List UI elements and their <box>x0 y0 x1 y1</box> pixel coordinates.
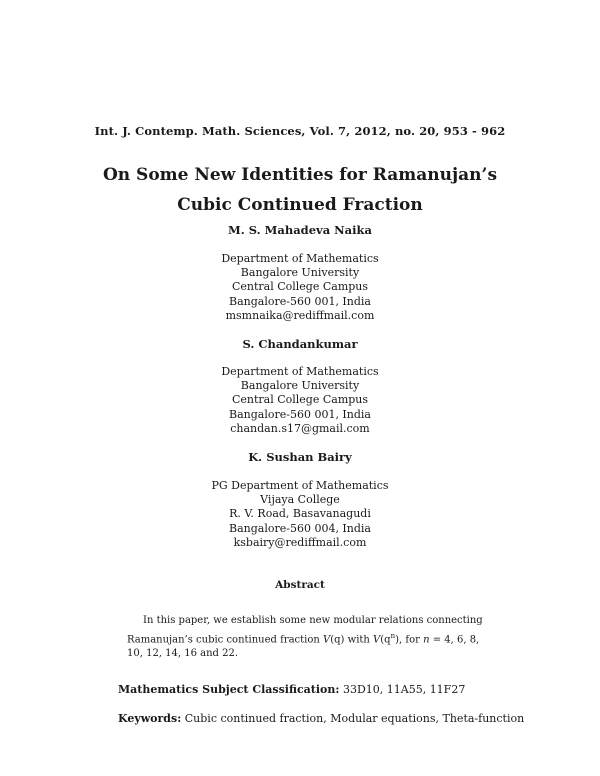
abstract-line: In this paper, we establish some new modular relations connecting <box>143 615 483 626</box>
affiliation-line: Bangalore-560 001, India <box>229 407 371 421</box>
keywords <box>118 712 524 725</box>
affiliation-line: PG Department of Mathematics <box>211 479 389 492</box>
journal-header: Int. J. Contemp. Math. Sciences, Vol. 7, 2012, no. 20, 953 - 962 <box>94 124 506 138</box>
author-name-1: M. S. Mahadeva Naika <box>228 223 372 237</box>
title-line-1: On Some New Identities for Ramanujan’s <box>102 165 498 185</box>
msc-value: 33D10, 11A55, 11F27 <box>339 683 466 696</box>
keywords-label: Keywords: <box>118 712 182 725</box>
author-email: ksbairy@rediffmail.com <box>233 535 367 549</box>
affiliation-line: R. V. Road, Basavanagudi <box>229 507 371 521</box>
affiliation-line: Vijaya College <box>260 493 340 507</box>
title-line-2: Cubic Continued Fraction <box>177 195 423 215</box>
affiliation-line: Department of Mathematics <box>221 252 379 265</box>
affiliation-line: Central College Campus <box>231 280 369 294</box>
affiliation-line: Bangalore-560 001, India <box>229 294 371 308</box>
msc-label: Mathematics Subject Classification: <box>118 683 340 696</box>
author-email: chandan.s17@gmail.com <box>230 421 370 435</box>
affiliation-line: Bangalore-560 004, India <box>229 521 371 535</box>
abstract-line: Ramanujan’s cubic continued fraction V(q) with $V(q^n)$, for n = 4, 6, 8, <box>127 631 480 645</box>
abstract-line: 10, 12, 14, 16 and 22. <box>127 648 239 660</box>
author-name-2: S. Chandankumar <box>242 337 358 351</box>
affiliation-line: Bangalore University <box>240 266 360 280</box>
author-email: msmnaika@rediffmail.com <box>225 308 375 322</box>
msc-classification <box>118 683 465 696</box>
paper-title <box>0 160 600 220</box>
keywords-value: Cubic continued fraction, Modular equations, Theta-function <box>181 712 525 725</box>
author-affiliation-1 <box>0 252 600 323</box>
author-name-3: K. Sushan Bairy <box>248 450 352 464</box>
affiliation-line: Department of Mathematics <box>221 365 379 378</box>
affiliation-line: Bangalore University <box>240 379 360 393</box>
affiliation-line: Central College Campus <box>231 393 369 407</box>
abstract-heading: Abstract <box>275 579 325 591</box>
abstract-body <box>127 614 483 662</box>
author-affiliation-3 <box>0 479 600 550</box>
author-affiliation-2 <box>0 365 600 436</box>
